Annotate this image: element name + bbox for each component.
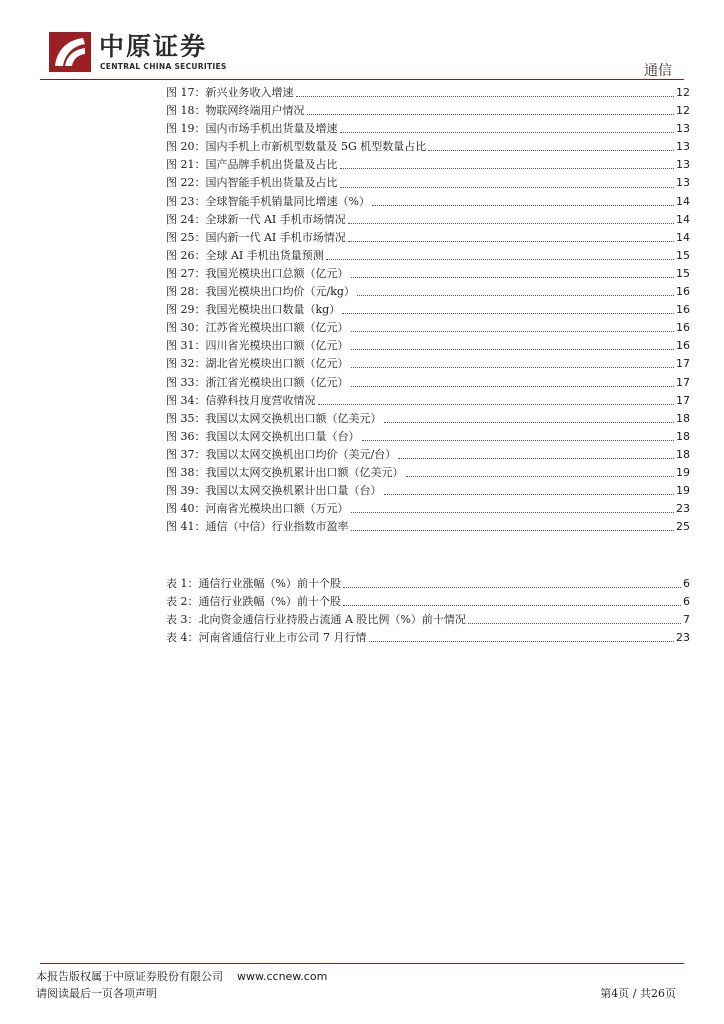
toc-figure-entry-page: 16 (676, 285, 690, 299)
dot-leader (343, 604, 681, 606)
dot-leader (296, 95, 675, 97)
toc-figure-entry[interactable] (166, 428, 690, 446)
toc-figure-entry[interactable] (166, 174, 690, 192)
dot-leader (468, 622, 681, 624)
header-divider (40, 79, 684, 80)
toc-figure-entry[interactable] (166, 120, 690, 138)
dot-leader (357, 294, 674, 296)
toc-figure-entry-page: 15 (676, 266, 690, 280)
toc-figure-entry-label: 图 35：我国以太网交换机出口额（亿美元） (166, 411, 382, 425)
toc-figure-entry-page: 17 (676, 393, 690, 407)
dot-leader (351, 330, 675, 332)
toc-figure-entry-page: 13 (676, 122, 690, 136)
toc-figure-entry[interactable] (166, 265, 690, 283)
toc-table-entry-page: 6 (683, 577, 690, 590)
section-title: 通信 (644, 63, 672, 79)
toc-figure-entry-label: 图 38：我国以太网交换机累计出口额（亿美元） (166, 465, 404, 479)
toc-figure-entry[interactable] (166, 337, 690, 355)
dot-leader (343, 586, 681, 588)
toc-figure-entry-page: 14 (676, 212, 690, 226)
dot-leader (384, 493, 675, 495)
toc-figure-entry-label: 图 40：河南省光模块出口额（万元） (166, 502, 349, 516)
toc-figure-entry-label: 图 30：江苏省光模块出口额（亿元） (166, 321, 349, 335)
toc-figure-entry-label: 图 19：国内市场手机出货量及增速 (166, 122, 338, 136)
toc-figure-entry[interactable] (166, 301, 690, 319)
dot-leader (369, 640, 675, 642)
toc-figure-entry-page: 17 (676, 357, 690, 371)
toc-table-entry-label: 表 1：通信行业涨幅（%）前十个股 (166, 577, 341, 590)
toc-figure-entry-page: 19 (676, 465, 690, 479)
toc-figure-entry-label: 图 27：我国光模块出口总额（亿元） (166, 266, 349, 280)
toc-figure-entry[interactable] (166, 102, 690, 120)
toc-figure-entry[interactable] (166, 138, 690, 156)
dot-leader (362, 439, 675, 441)
toc-figure-entry-page: 16 (676, 321, 690, 335)
dot-leader (348, 240, 674, 242)
toc-figure-entry-label: 图 34：信骅科技月度营收情况 (166, 393, 316, 407)
toc-figure-entry-label: 图 20：国内手机上市新机型数量及 5G 机型数量占比 (166, 140, 427, 154)
toc-figure-entry-page: 25 (676, 520, 690, 534)
dot-leader (351, 385, 675, 387)
toc-figure-entry-page: 14 (676, 230, 690, 244)
toc-figure-entry[interactable] (166, 482, 690, 500)
toc-figure-entry-label: 图 21：国产品牌手机出货量及占比 (166, 158, 338, 172)
toc-figure-entry[interactable] (166, 193, 690, 211)
page-number: 第4页 / 共26页 (600, 987, 676, 1000)
toc-figure-entry-page: 17 (676, 375, 690, 389)
toc-figure-entry-label: 图 23：全球智能手机销量同比增速（%） (166, 194, 370, 208)
toc-figure-entry-label: 图 33：浙江省光模块出口额（亿元） (166, 375, 349, 389)
toc-figure-entry-label: 图 39：我国以太网交换机累计出口量（台） (166, 484, 382, 498)
toc-figure-entry-page: 12 (676, 104, 690, 118)
toc-figure-entry-label: 图 31：四川省光模块出口额（亿元） (166, 339, 349, 353)
brand-name-cn: 中原证券 (99, 32, 208, 61)
dot-leader (351, 348, 675, 350)
dot-leader (351, 276, 675, 278)
toc-figure-entry-page: 18 (676, 447, 690, 461)
toc-figure-entry-label: 图 41：通信（中信）行业指数市盈率 (166, 520, 349, 534)
toc-figure-entry-label: 图 26：全球 AI 手机出货量预测 (166, 248, 324, 262)
toc-table-entry[interactable] (166, 611, 690, 629)
toc-figure-entry[interactable] (166, 84, 690, 102)
toc-figure-entry-label: 图 29：我国光模块出口数量（kg） (166, 303, 341, 317)
toc-figure-entry-label: 图 18：物联网终端用户情况 (166, 104, 305, 118)
dot-leader (340, 131, 675, 133)
toc-table-entry-label: 表 3：北向资金通信行业持股占流通 A 股比例（%）前十情况 (166, 613, 466, 627)
toc-figure-entry-label: 图 37：我国以太网交换机出口均价（美元/台） (166, 447, 397, 461)
dot-leader (342, 312, 674, 314)
dot-leader (351, 366, 675, 368)
dot-leader (318, 403, 675, 405)
copyright-text: 本报告版权属于中原证券股份有限公司 (36, 970, 223, 983)
footer-divider (40, 963, 684, 964)
toc-figure-entry[interactable] (166, 355, 690, 373)
toc-table-entry-page: 23 (676, 631, 690, 645)
dot-leader (351, 529, 675, 531)
toc-figure-entry[interactable] (166, 464, 690, 482)
toc-figure-entry-label: 图 28：我国光模块出口均价（元/kg） (166, 285, 355, 299)
toc-figure-entry-label: 图 22：国内智能手机出货量及占比 (166, 176, 338, 190)
dot-leader (428, 149, 674, 151)
dot-leader (340, 167, 675, 169)
table-index-list (166, 575, 690, 647)
toc-figure-entry[interactable] (166, 500, 690, 518)
dot-leader (307, 113, 675, 115)
figure-index-list (166, 84, 690, 536)
toc-table-entry-page: 7 (683, 613, 690, 627)
toc-figure-entry[interactable] (166, 247, 690, 265)
toc-figure-entry-page: 18 (676, 429, 690, 443)
dot-leader (348, 222, 674, 224)
central-china-securities-logo-icon (49, 32, 91, 72)
dot-leader (398, 457, 674, 459)
footer-disclaimer: 请阅读最后一页各项声明 (36, 987, 157, 1000)
toc-figure-entry-page: 16 (676, 339, 690, 353)
toc-figure-entry-page: 13 (676, 176, 690, 190)
toc-figure-entry[interactable] (166, 518, 690, 536)
toc-table-entry[interactable] (166, 629, 690, 647)
toc-figure-entry-page: 12 (676, 86, 690, 99)
toc-figure-entry[interactable] (166, 374, 690, 392)
toc-figure-entry-page: 13 (676, 158, 690, 172)
toc-figure-entry-page: 23 (676, 502, 690, 516)
toc-figure-entry-label: 图 36：我国以太网交换机出口量（台） (166, 429, 360, 443)
toc-figure-entry[interactable] (166, 446, 690, 464)
toc-table-entry-label: 表 2：通信行业跌幅（%）前十个股 (166, 595, 341, 609)
page-header (0, 0, 724, 80)
toc-figure-entry-page: 19 (676, 484, 690, 498)
dot-leader (326, 258, 674, 260)
footer-copyright (36, 968, 327, 984)
toc-table-entry[interactable] (166, 575, 690, 593)
toc-figure-entry[interactable] (166, 211, 690, 229)
toc-figure-entry-page: 15 (676, 248, 690, 262)
toc-figure-entry-page: 13 (676, 140, 690, 154)
toc-figure-entry-page: 14 (676, 194, 690, 208)
toc-figure-entry[interactable] (166, 283, 690, 301)
toc-table-entry[interactable] (166, 593, 690, 611)
toc-figure-entry-label: 图 25：国内新一代 AI 手机市场情况 (166, 230, 346, 244)
dot-leader (340, 186, 675, 188)
dot-leader (406, 475, 675, 477)
toc-figure-entry-page: 18 (676, 411, 690, 425)
toc-table-entry-page: 6 (683, 595, 690, 609)
toc-figure-entry[interactable] (166, 229, 690, 247)
toc-figure-entry-label: 图 32：湖北省光模块出口额（亿元） (166, 357, 349, 371)
website-link[interactable]: www.ccnew.com (237, 970, 328, 983)
toc-figure-entry[interactable] (166, 156, 690, 174)
toc-figure-entry-page: 16 (676, 303, 690, 317)
toc-figure-entry[interactable] (166, 392, 690, 410)
dot-leader (384, 421, 675, 423)
toc-figure-entry[interactable] (166, 319, 690, 337)
brand-name-en: CENTRAL CHINA SECURITIES (100, 62, 227, 71)
toc-figure-entry[interactable] (166, 410, 690, 428)
dot-leader (351, 511, 675, 513)
toc-figure-entry-label: 图 17：新兴业务收入增速 (166, 86, 294, 99)
toc-figure-entry-label: 图 24：全球新一代 AI 手机市场情况 (166, 212, 346, 226)
dot-leader (372, 204, 674, 206)
toc-table-entry-label: 表 4：河南省通信行业上市公司 7 月行情 (166, 631, 367, 645)
